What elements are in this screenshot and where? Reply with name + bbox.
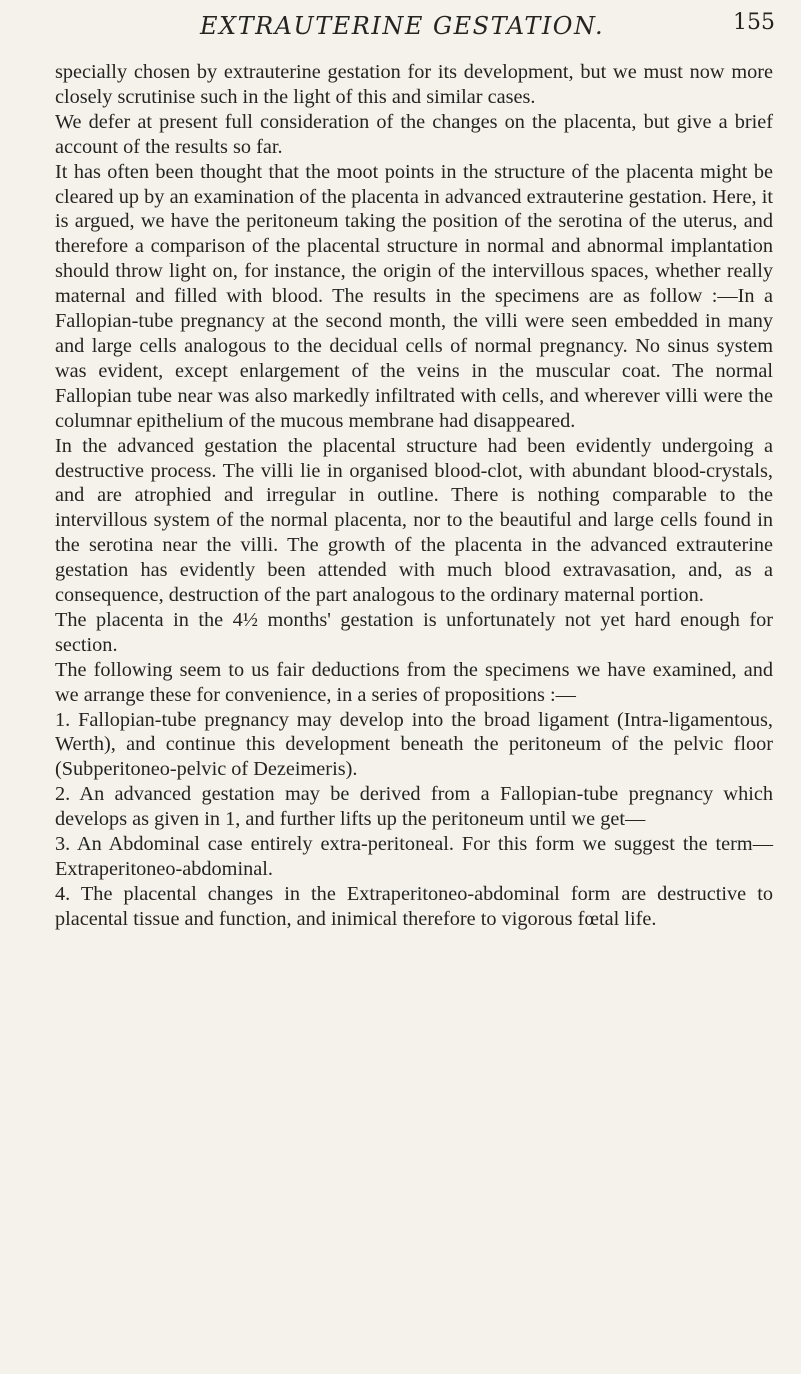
proposition-2: 2. An advanced gestation may be derived from a Fallopian-tube pregnancy which develops as given in 1, and further lifts up the peritoneum until we get—	[55, 783, 773, 831]
paragraph-deductions-intro: The following seem to us fair deductions from the specimens we have examined, and we arrange these for convenience, in a series of propositions :—	[55, 658, 773, 706]
paragraph-placenta-structure: It has often been thought that the moot points in the structure of the placenta might be cleared up by an examination of the placenta in advanced extrauterine gestation. Here, it is argued, we have the peritoneum taking the position of the serotina of the uterus, and therefore a comparison of the placental structure in normal and abnormal implantation should throw light on, for instance, the origin of the intervillous spaces, whether really maternal and filled with blood. The results in the specimens are as follow :—In a Fallopian-tube pregnancy at the second month, the villi were seen embedded in many and large cells analogous to the decidual cells of normal pregnancy. No sinus system was evident, except enlargement of the veins in the muscular coat. The normal Fallopian tube near was also markedly infiltrated with cells, and wherever villi were the columnar epithelium of the mucous membrane had disappeared.	[55, 160, 773, 432]
proposition-3: 3. An Abdominal case entirely extra-peritoneal. For this form we suggest the term—Extraperitoneo-abdominal.	[55, 833, 773, 880]
page-number: 155	[733, 10, 775, 35]
running-title: EXTRAUTERINE GESTATION.	[200, 12, 605, 40]
paragraph-four-half-months: The placenta in the 4½ months' gestation is unfortunately not yet hard enough for section.	[55, 608, 773, 656]
body-text	[55, 60, 773, 932]
paragraph-placenta-deferral: We defer at present full consideration of the changes on the placenta, but give a brief account of the results so far.	[55, 110, 773, 158]
paragraph-continuation: specially chosen by extrauterine gestation for its development, but we must now more closely scrutinise such in the light of this and similar cases.	[55, 61, 773, 108]
paragraph-advanced-gestation: In the advanced gestation the placental structure had been evidently undergoing a destructive process. The villi lie in organised blood-clot, with abundant blood-crystals, and are atrophied and irregular in outline. There is nothing comparable to the intervillous system of the normal placenta, nor to the beautiful and large cells found in the serotina near the villi. The growth of the placenta in the advanced extrauterine gestation has evidently been attended with much blood extravasation, and, as a consequence, destruction of the part analogous to the ordinary maternal portion.	[55, 434, 773, 607]
proposition-1: 1. Fallopian-tube pregnancy may develop into the broad ligament (Intra-ligamentous, Werth), and continue this development beneath the peritoneum of the pelvic floor (Subperitoneo-pelvic of Dezeimeris).	[55, 708, 773, 781]
proposition-4: 4. The placental changes in the Extraperitoneo-abdominal form are destructive to placental tissue and function, and inimical therefore to vigorous fœtal life.	[55, 882, 773, 930]
